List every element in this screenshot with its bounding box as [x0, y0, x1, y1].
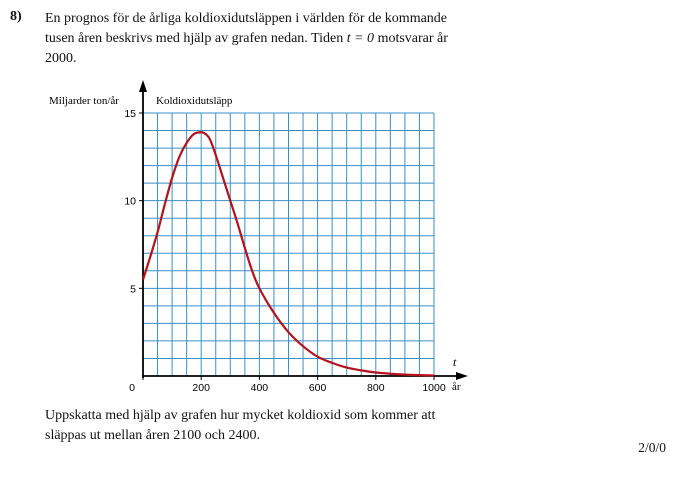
- intro-math: t = 0: [346, 31, 375, 46]
- task-line-1: Uppskatta med hjälp av grafen hur mycket koldioxid som kommer att: [45, 408, 436, 423]
- y-tick-label: 15: [124, 108, 136, 120]
- x-axis-label: t: [453, 355, 457, 369]
- x-axis-arrow-icon: [456, 372, 468, 380]
- x-tick-label: 400: [250, 382, 269, 394]
- intro-line-2-start: tusen åren beskrivs med hjälp av grafen nedan. Tiden: [45, 31, 347, 46]
- y-axis-arrow-icon: [139, 80, 147, 92]
- x-tick-label: 800: [367, 382, 385, 394]
- y-tick-label: 10: [124, 195, 136, 208]
- chart-title: Koldioxidutsläpp: [156, 95, 233, 107]
- x-tick-label: 600: [308, 382, 327, 394]
- x-tick-label: 0: [129, 382, 135, 394]
- y-tick-label: 5: [130, 283, 136, 296]
- task-line-2: släppas ut mellan åren 2100 och 2400.: [45, 428, 261, 443]
- intro-line-1: En prognos för de årliga koldioxidutsläppen i världen för de kommande: [45, 11, 448, 26]
- x-tick-label: 200: [192, 382, 210, 394]
- chart-grid: [143, 113, 434, 376]
- question-task: [45, 406, 515, 446]
- y-axis-label: Miljarder ton/år: [49, 95, 119, 107]
- x-axis-unit: år: [452, 381, 461, 393]
- question-number: 8): [10, 9, 22, 24]
- intro-line-2-end: motsvarar år: [374, 31, 448, 46]
- intro-line-3: 2000.: [45, 51, 77, 66]
- x-tick-label: 1000: [422, 382, 446, 394]
- score-points: 2/0/0: [638, 440, 666, 455]
